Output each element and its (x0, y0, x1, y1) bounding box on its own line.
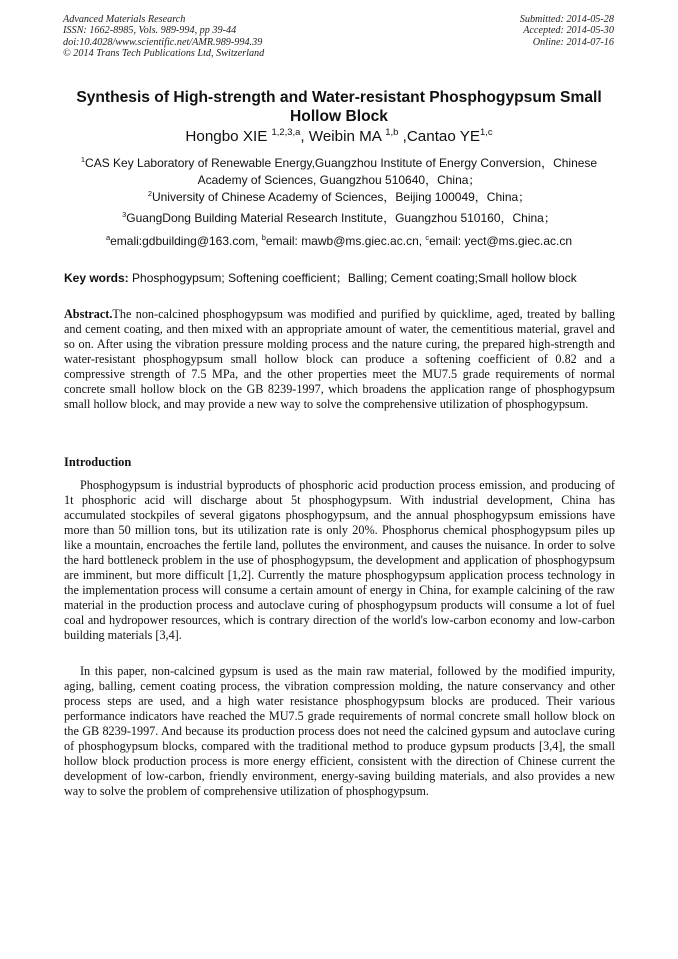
section-heading-introduction: Introduction (64, 455, 132, 469)
keywords (64, 270, 620, 286)
online-date: Online: 2014-07-16 (532, 36, 614, 48)
email-link[interactable]: email: yect@ms.giec.ac.cn (429, 234, 573, 248)
journal-name: Advanced Materials Research (63, 14, 186, 25)
submitted-date: Submitted: 2014-05-28 (519, 14, 614, 25)
author-name: Weibin MA (308, 128, 386, 145)
email-link[interactable]: emali:gdbuilding@163.com, (110, 234, 262, 248)
journal-issn: ISSN: 1662-8985, Vols. 989-994, pp 39-44 (63, 25, 237, 37)
author-list (60, 125, 618, 146)
abstract-label: Abstract. (64, 307, 113, 321)
abstract (64, 307, 615, 412)
author-name: Cantao YE (406, 128, 481, 145)
journal-info (63, 14, 264, 59)
keywords-text: Phosphogypsum; Softening coefficient；Balling; Cement coating;Small hollow block (128, 271, 577, 285)
intro-paragraph-2: In this paper, non-calcined gypsum is used as the main raw material, followed by the modified impurity, aging, balling, cement coating process, the vibration compression molding, the nature conservancy and other process steps are used, and a high water resistance phosphogypsum blocks are produced. Their various performance indicators have reached the MU7.5 grade requirements of normal concrete small hollow block on the GB 8239-1997. And because its production process does not need the calcined gypsum and autoclave curing of phosphogypsum blocks, compared with the traditional method to produce gypsum products [3,4], the small hollow block production process is more energy efficient, consistent with the direction of Chinese current the development of low-carbon, friendly environment, energy-saving building materials, and also provides a new way to solve the problem of comprehensive utilization of phosphogypsum. (64, 664, 615, 799)
affiliation-3: $^3$GuangDong Building Material Research Institute，Guangzhou 510160，China； (122, 210, 556, 225)
author-affiliation-mark: 1,2,3,a (271, 125, 301, 137)
abstract-text: The non-calcined phosphogypsum was modified and purified by quicklime, aged, treated by balling and cement coating, and then mixed with an appropriate amount of water, the cementitious material, gravel and so on. After using the vibration pressure molding process and the nature curing, the prepared high-strength and water-resistant phosphogypsum small hollow block can produce a softening coefficient of 0.82 and a compressive strength of 7.5 MPa, and the other properties meet the MU7.5 grade requirements of normal concrete small hollow block on the GB 8239-1997, which broadens the application range of phosphogypsum small hollow block, and may provide a new way to solve the comprehensive utilization of phosphogypsum. (64, 307, 615, 412)
author-separator: , (300, 128, 309, 145)
affiliation-1: $^1$CAS Key Laboratory of Renewable Energy,Guangzhou Institute of Energy Conversion，Chinese Academy of Sciences, Guangzhou 510640，China； (80, 155, 598, 187)
author-affiliation-mark: 1,c (480, 125, 493, 137)
author-emails: $^a$emali:gdbuilding@163.com, $^b$email: mawb@ms.giec.ac.cn, $^c$email: yect@ms.giec.ac.cn (105, 233, 573, 248)
author-affiliation-mark: 1,b (385, 125, 399, 137)
intro-paragraph-1: Phosphogypsum is industrial byproducts of phosphoric acid production process emission, and producing of 1t phosphoric acid will discharge about 5t phosphogypsum. With industrial development, China has accumulated stockpiles of several gigatons phosphogypsum, and the annual phosphogypsum emissions have more than 50 million tons, but its utilization rate is only 20%. Phosphorus chemical phosphogypsum piles up like a mountain, encroaches the fertile land, pollutes the environment, and causes the nuisance. In order to solve the hard bottleneck problem in the use of phosphogypsum, the development and application of phosphogypsum are imminent, but more difficult [1,2]. Currently the mature phosphogypsum application process technology in the implementation process will consume a certain amount of energy in China, for example calcining of the raw material in the production process and autoclave curing of phosphogypsum products will consume a lot of fuel coal and hydropower resources, which is contrary direction of the world's low-carbon economy and low-carbon building materials [3,4]. (64, 478, 615, 643)
journal-doi: doi:10.4028/www.scientific.net/AMR.989-994.39 (63, 36, 263, 48)
affiliation-2: $^2$University of Chinese Academy of Sciences，Beijing 100049，China； (147, 189, 531, 204)
email-link[interactable]: email: mawb@ms.giec.ac.cn, (265, 234, 426, 248)
accepted-date: Accepted: 2014-05-30 (523, 25, 614, 37)
author-name: Hongbo XIE (185, 128, 272, 145)
author-separator: , (398, 128, 407, 145)
submission-dates (520, 14, 614, 48)
paper-title: Synthesis of High-strength and Water-resistant Phosphogypsum Small Hollow Block (76, 89, 602, 125)
keywords-label: Key words: (64, 271, 129, 285)
journal-copyright: © 2014 Trans Tech Publications Ltd, Switzerland (63, 47, 265, 59)
